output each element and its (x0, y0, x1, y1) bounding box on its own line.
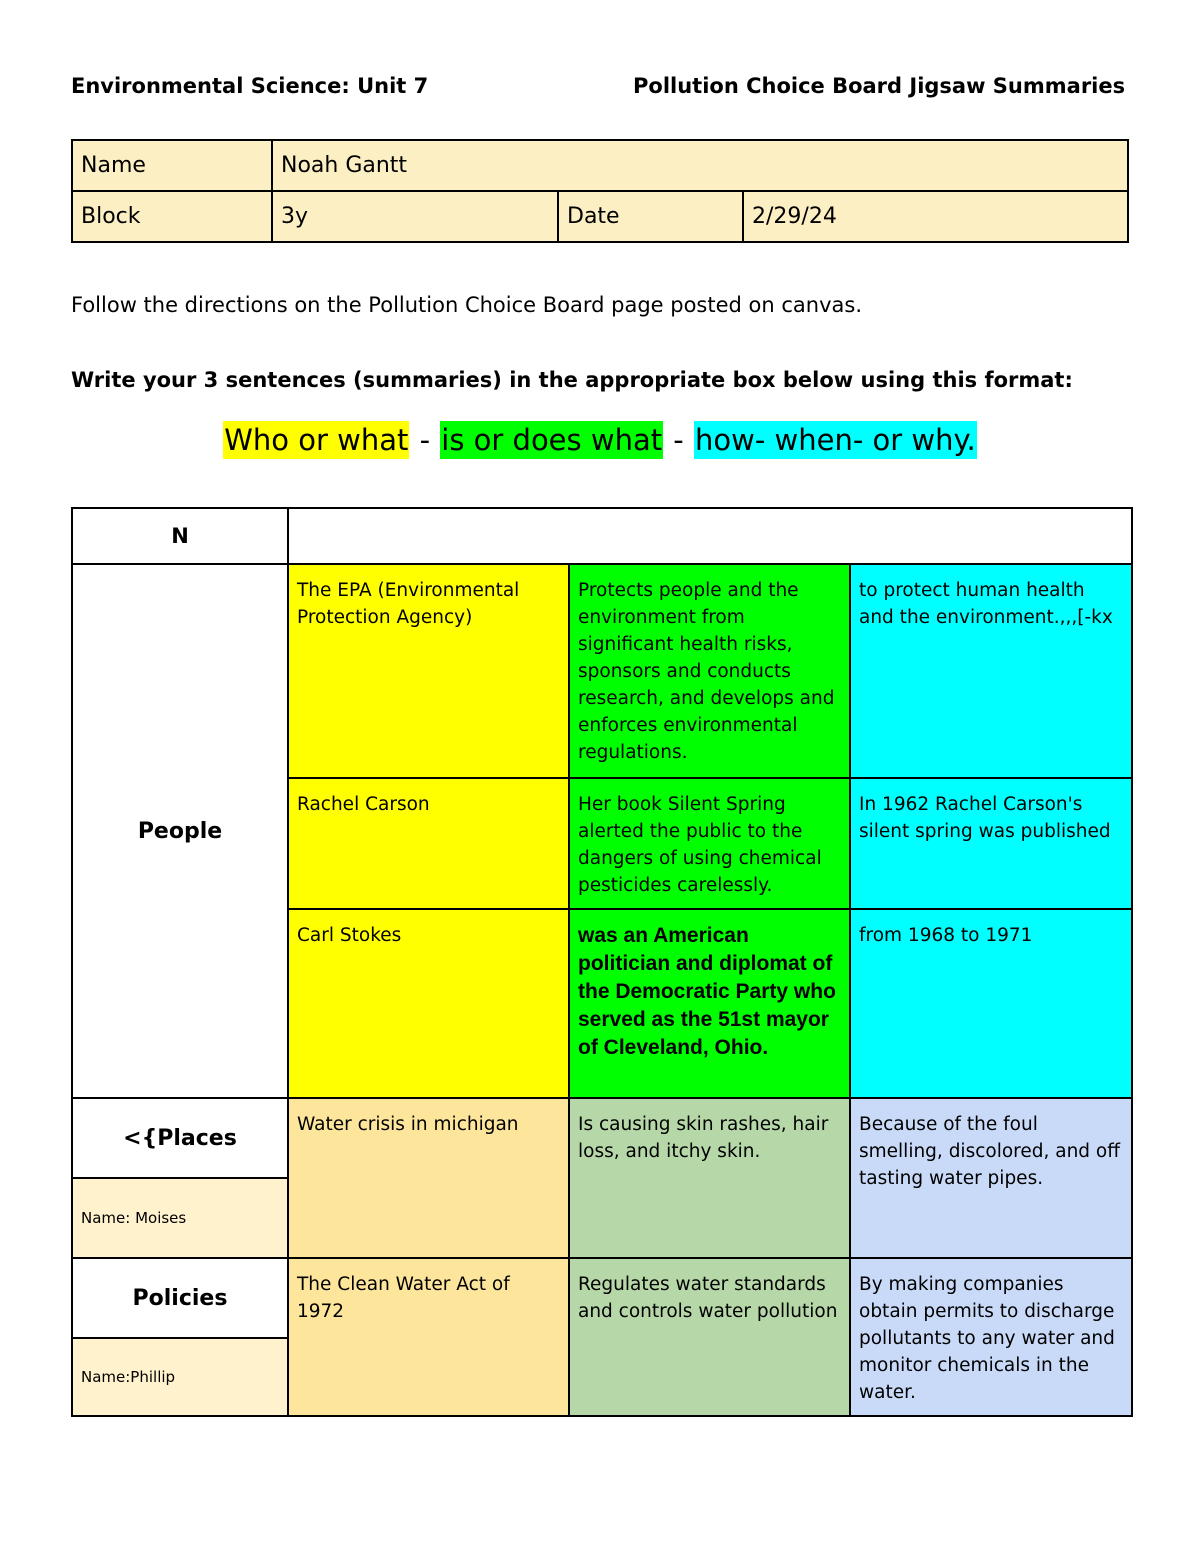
document-title: Environmental Science: Unit 7 (71, 74, 429, 98)
block-value[interactable]: 3y (272, 191, 558, 242)
people-carson-who[interactable]: Rachel Carson (288, 778, 569, 909)
document-subtitle: Pollution Choice Board Jigsaw Summaries (633, 74, 1126, 98)
summaries-table (71, 507, 1133, 1417)
policies-who[interactable]: The Clean Water Act of 1972 (288, 1258, 569, 1416)
people-epa-who[interactable]: The EPA (Environmental Protection Agency) (288, 564, 569, 778)
places-student-name: Name: Moises (72, 1178, 288, 1258)
policies-how[interactable]: By making companies obtain permits to discharge pollutants to any water and monitor chemicals in the water. (850, 1258, 1132, 1416)
format-separator: - (664, 423, 693, 457)
policies-student-name: Name:Phillip (72, 1338, 288, 1416)
policies-what[interactable]: Regulates water standards and controls water pollution (569, 1258, 850, 1416)
name-label: Name (72, 140, 272, 191)
format-is: is or does what (441, 423, 663, 457)
format-separator: - (410, 423, 440, 457)
date-label: Date (558, 191, 743, 242)
people-stokes-who[interactable]: Carl Stokes (288, 909, 569, 1098)
student-info-table (71, 139, 1129, 243)
category-places: <{Places (72, 1098, 288, 1178)
people-stokes-what[interactable]: was an American politician and diplomat of the Democratic Party who served as the 51st mayor of Cleveland, Ohio. (569, 909, 850, 1098)
directions-text: Follow the directions on the Pollution Choice Board page posted on canvas. (71, 293, 863, 317)
format-who: Who or what (224, 423, 409, 457)
people-carson-how[interactable]: In 1962 Rachel Carson's silent spring was published (850, 778, 1132, 909)
block-label: Block (72, 191, 272, 242)
table-header-n: N (72, 508, 288, 564)
table-header-blank (288, 508, 1132, 564)
people-stokes-how[interactable]: from 1968 to 1971 (850, 909, 1132, 1098)
category-people: People (72, 564, 288, 1098)
sentence-format (0, 423, 1200, 457)
places-who[interactable]: Water crisis in michigan (288, 1098, 569, 1258)
format-instructions: Write your 3 sentences (summaries) in the appropriate box below using this format: (71, 368, 1073, 392)
format-how: how- when- or why. (695, 423, 976, 457)
date-value[interactable]: 2/29/24 (743, 191, 1128, 242)
places-what[interactable]: Is causing skin rashes, hair loss, and itchy skin. (569, 1098, 850, 1258)
people-carson-what[interactable]: Her book Silent Spring alerted the public to the dangers of using chemical pesticides carelessly. (569, 778, 850, 909)
category-policies: Policies (72, 1258, 288, 1338)
places-how[interactable]: Because of the foul smelling, discolored, and off tasting water pipes. (850, 1098, 1132, 1258)
people-epa-what[interactable]: Protects people and the environment from significant health risks, sponsors and conducts research, and develops and enforces environmental regulations. (569, 564, 850, 778)
name-value[interactable]: Noah Gantt (272, 140, 1128, 191)
people-epa-how[interactable]: to protect human health and the environment.,,,[-kx (850, 564, 1132, 778)
